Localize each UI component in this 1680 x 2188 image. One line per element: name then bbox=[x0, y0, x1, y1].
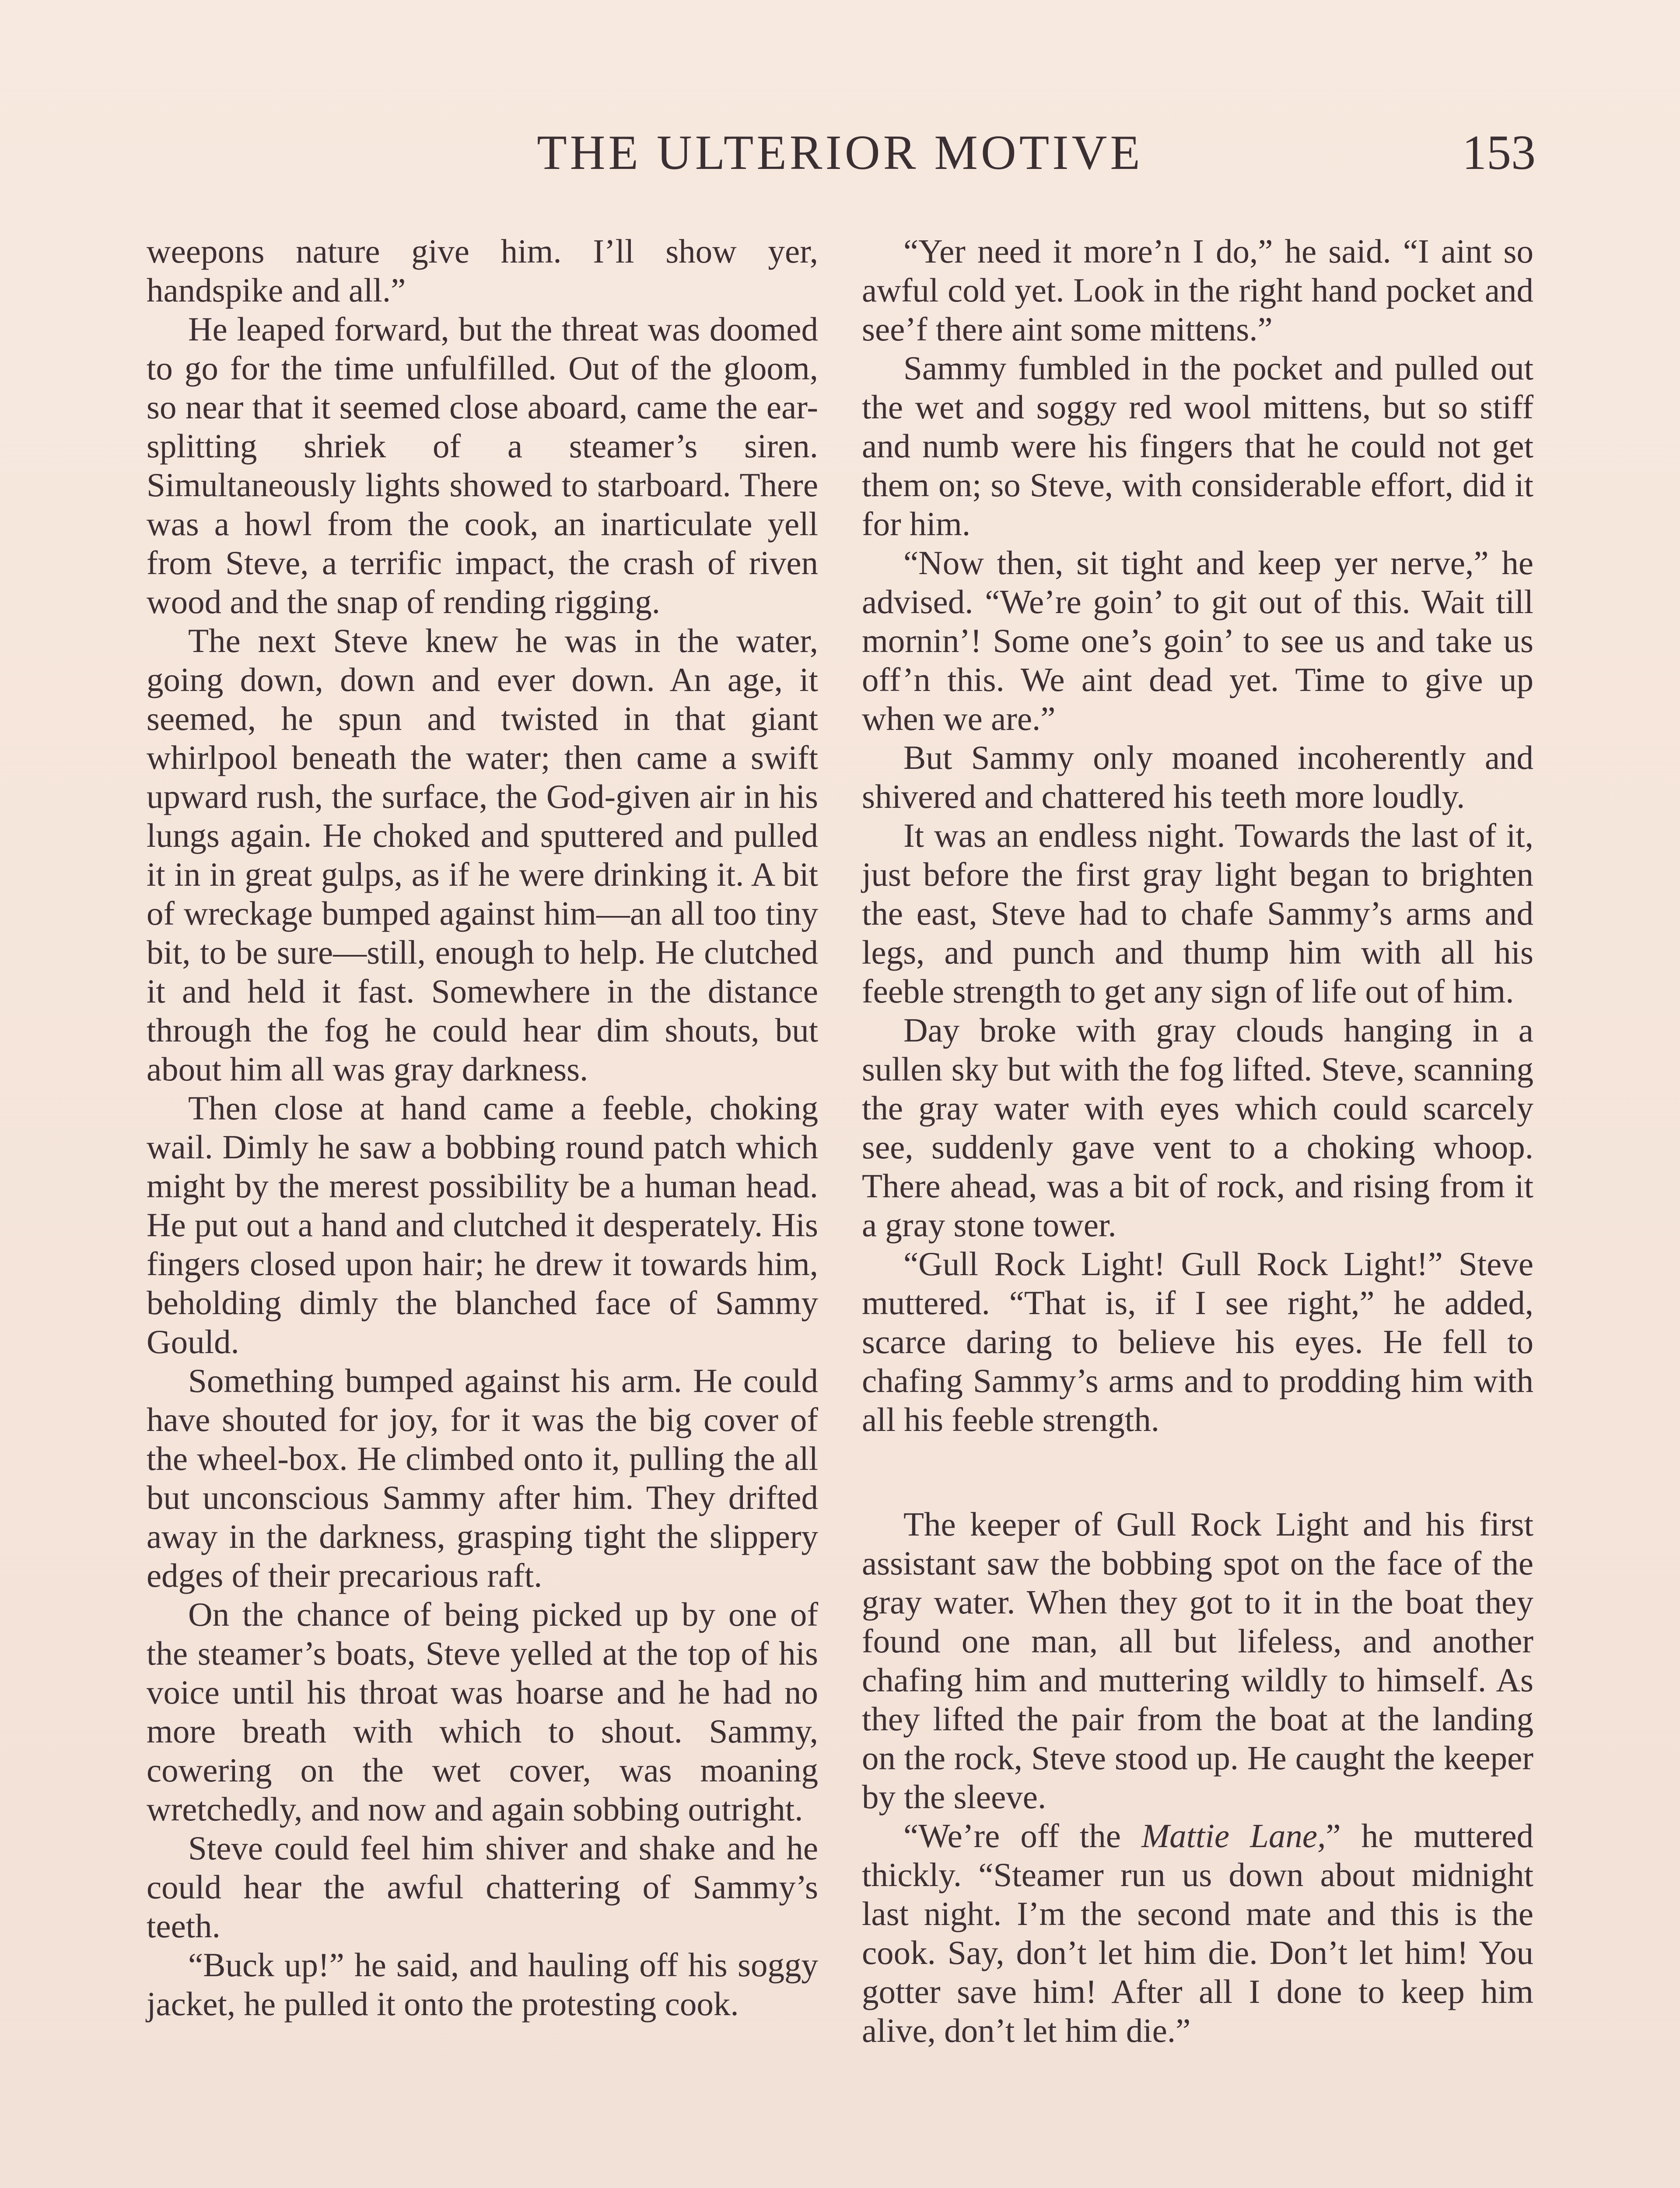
running-title: THE ULTERIOR MOTIVE bbox=[537, 126, 1143, 180]
paragraph: Steve could feel him shiver and shake and he could hear the awful chattering of Sammy’s teeth. bbox=[147, 1829, 818, 1945]
paragraph: But Sammy only moaned incoherently and shivered and chattered his teeth more loudly. bbox=[862, 739, 1533, 815]
paragraph: weepons nature give him. I’ll show yer, handspike and all.” bbox=[147, 232, 818, 309]
paragraph: It was an endless night. Towards the last of it, just before the first gray light began to brighten the east, Steve had to chafe Sammy’s arms and legs, and punch and thump him with all his feeble strength to get any sign of life out of him. bbox=[862, 817, 1533, 1010]
paragraph: Then close at hand came a feeble, choking wail. Dimly he saw a bobbing round patch which might by the merest possibility be a human head. He put out a hand and clutched it desperately. His fingers closed upon hair; he drew it towards him, beholding dimly the blanched face of Sammy Gould. bbox=[147, 1089, 818, 1360]
text-run: ” he muttered thickly. “Steamer run us down about midnight last night. I’m the second mate and this is the cook. Say, don’t let him die. Don’t let him! You gotter save him! After all I done to keep him alive, don’t let him die.” bbox=[862, 1817, 1533, 2049]
left-column bbox=[147, 232, 818, 2023]
page-number: 153 bbox=[1462, 126, 1536, 180]
text-run: “We’re off the bbox=[903, 1817, 1141, 1855]
paragraph: The next Steve knew he was in the water, going down, down and ever down. An age, it seemed, he spun and twisted in that giant whirlpool beneath the water; then came a swift upward rush, the surface, the God-given air in his lungs again. He choked and sputtered and pulled it in in great gulps, as if he were drinking it. A bit of wreckage bumped against him—an all too tiny bit, to be sure—still, enough to help. He clutched it and held it fast. Somewhere in the distance through the fog he could hear dim shouts, but about him all was gray darkness. bbox=[147, 622, 818, 1088]
paragraph: Something bumped against his arm. He could have shouted for joy, for it was the big cover of the wheel-box. He climbed onto it, pulling the all but unconscious Sammy after him. They drifted away in the darkness, grasping tight the slippery edges of their precarious raft. bbox=[147, 1362, 818, 1594]
paragraph: He leaped forward, but the threat was doomed to go for the time unfulfilled. Out of the gloom, so near that it seemed close aboard, came the ear-splitting shriek of a steamer’s siren. Simultaneously lights showed to starboard. There was a howl from the cook, an inarticulate yell from Steve, a terrific impact, the crash of riven wood and the snap of rending rigging. bbox=[147, 310, 818, 621]
right-column bbox=[862, 232, 1533, 2050]
paragraph: Day broke with gray clouds hanging in a sullen sky but with the fog lifted. Steve, scanning the gray water with eyes which could scarcely see, suddenly gave vent to a choking whoop. There ahead, was a bit of rock, and rising from it a gray stone tower. bbox=[862, 1011, 1533, 1244]
paragraph-final bbox=[862, 1816, 1533, 2050]
ship-name: Mattie Lane, bbox=[1141, 1817, 1326, 1855]
paragraph: Sammy fumbled in the pocket and pulled out the wet and soggy red wool mittens, but so stiff and numb were his fingers that he could not get them on; so Steve, with considerable effort, did it for him. bbox=[862, 349, 1533, 543]
page-header bbox=[144, 125, 1536, 195]
paragraph: “Yer need it more’n I do,” he said. “I aint so awful cold yet. Look in the right hand pocket and see’f there aint some mittens.” bbox=[862, 232, 1533, 348]
paragraph: “Gull Rock Light! Gull Rock Light!” Steve muttered. “That is, if I see right,” he added, scarce daring to believe his eyes. He fell to chafing Sammy’s arms and to prodding him with all his feeble strength. bbox=[862, 1245, 1533, 1438]
paragraph: “Now then, sit tight and keep yer nerve,” he advised. “We’re goin’ to git out of this. Wait till mornin’! Some one’s goin’ to see us and take us off’n this. We aint dead yet. Time to give up when we are.” bbox=[862, 544, 1533, 737]
paragraph: “Buck up!” he said, and hauling off his soggy jacket, he pulled it onto the protesting cook. bbox=[147, 1946, 818, 2023]
paragraph: The keeper of Gull Rock Light and his first assistant saw the bobbing spot on the face of the gray water. When they got to it in the boat they found one man, all but lifeless, and another chafing him and muttering wildly to himself. As they lifted the pair from the boat at the landing on the rock, Steve stood up. He caught the keeper by the sleeve. bbox=[862, 1505, 1533, 1816]
paragraph: On the chance of being picked up by one of the steamer’s boats, Steve yelled at the top of his voice until his throat was hoarse and he had no more breath with which to shout. Sammy, cowering on the wet cover, was moaning wretchedly, and now and again sobbing outright. bbox=[147, 1595, 818, 1828]
